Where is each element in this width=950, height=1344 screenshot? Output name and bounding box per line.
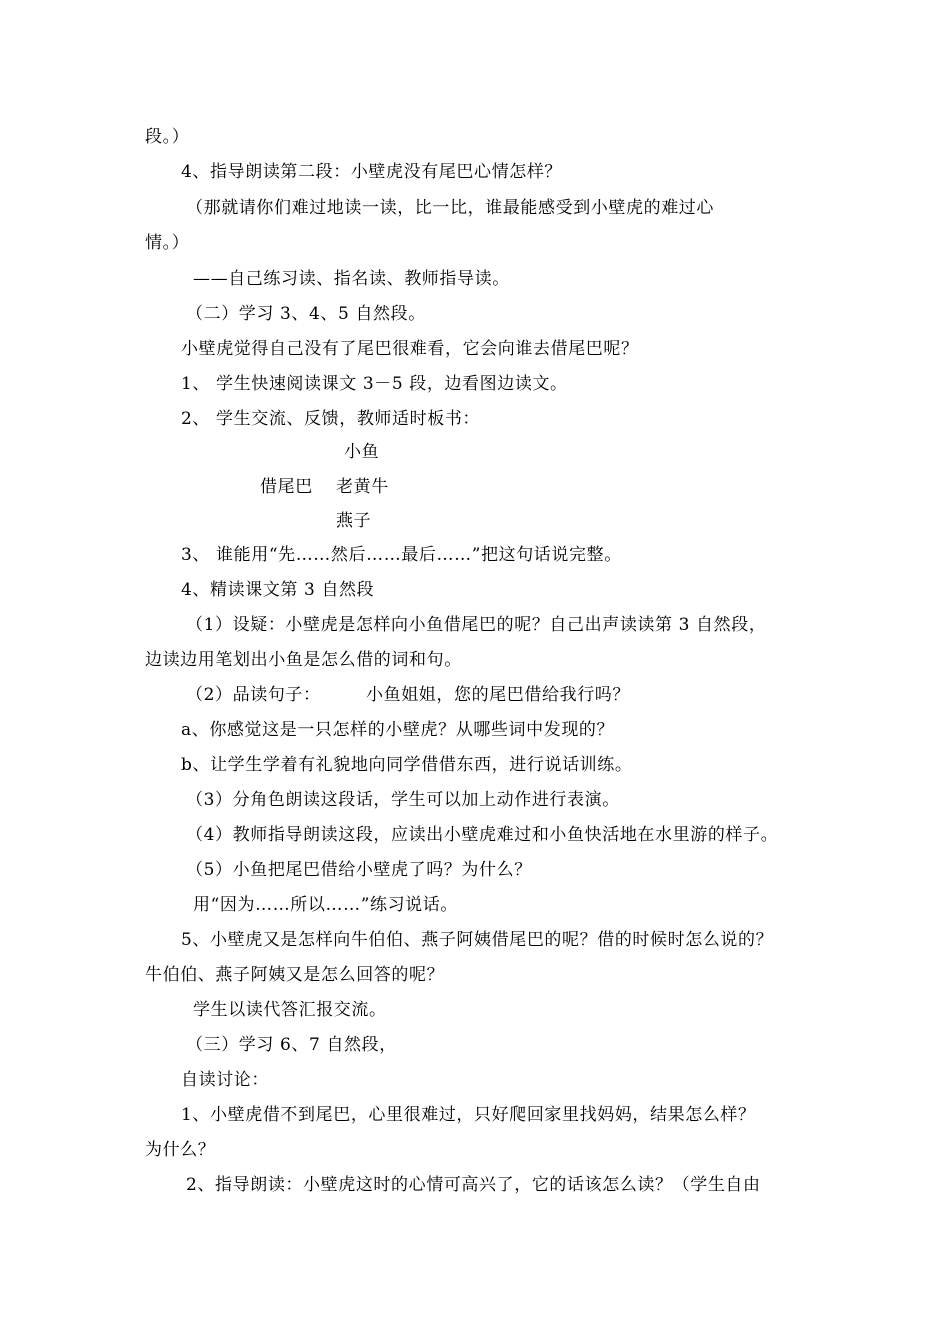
text-line: 用“因为……所以……”练习说话。 — [193, 895, 458, 915]
text-line: a、你感觉这是一只怎样的小壁虎？从哪些词中发现的？ — [181, 720, 615, 740]
text-line: （3）分角色朗读这段话，学生可以加上动作进行表演。 — [186, 790, 620, 810]
text-line: 自读讨论： — [181, 1070, 269, 1090]
text-line: （4）教师指导朗读这段，应读出小壁虎难过和小鱼快活地在水里游的样子。 — [186, 825, 779, 845]
text-line: 1、 学生快速阅读课文 3－5 段，边看图边读文。 — [181, 374, 568, 394]
text-line: （二）学习 3、4、5 自然段。 — [186, 304, 426, 324]
text-line: 牛伯伯、燕子阿姨又是怎么回答的呢？ — [145, 965, 445, 985]
text-line: 情。） — [145, 233, 190, 253]
text-line: （三）学习 6、7 自然段， — [186, 1035, 397, 1055]
text-line: 为什么？ — [145, 1140, 216, 1160]
text-line: （2）品读句子： — [186, 685, 321, 705]
text-line: 段。） — [145, 127, 190, 147]
quoted-sentence: 小鱼姐姐，您的尾巴借给我行吗？ — [366, 685, 630, 705]
text-line: 2、 学生交流、反馈，教师适时板书： — [181, 409, 481, 429]
text-line: 4、精读课文第 3 自然段 — [181, 580, 375, 600]
text-line: 3、 谁能用“先……然后……最后……”把这句话说完整。 — [181, 545, 622, 565]
text-line: 5、小壁虎又是怎样向牛伯伯、燕子阿姨借尾巴的呢？借的时候时怎么说的？ — [181, 930, 774, 950]
text-line: （那就请你们难过地读一读，比一比，谁最能感受到小壁虎的难过心 — [186, 198, 714, 218]
text-line: 4、指导朗读第二段：小壁虎没有尾巴心情怎样？ — [181, 162, 563, 182]
board-word: 老黄牛 — [336, 477, 389, 497]
board-word: 小鱼 — [344, 442, 380, 462]
text-line: 边读边用笔划出小鱼是怎么借的词和句。 — [145, 650, 462, 670]
text-line: b、让学生学着有礼貌地向同学借借东西，进行说话训练。 — [181, 755, 633, 775]
board-word: 燕子 — [336, 511, 372, 531]
text-line: 小壁虎觉得自己没有了尾巴很难看，它会向谁去借尾巴呢？ — [181, 339, 639, 359]
board-word: 借尾巴 — [260, 477, 313, 497]
text-line: ——自己练习读、指名读、教师指导读。 — [193, 269, 510, 289]
text-line: 1、小壁虎借不到尾巴，心里很难过，只好爬回家里找妈妈，结果怎么样？ — [181, 1105, 756, 1125]
text-line: 学生以读代答汇报交流。 — [193, 1000, 387, 1020]
text-line: （1）设疑：小壁虎是怎样向小鱼借尾巴的呢？自己出声读读第 3 自然段， — [186, 615, 767, 635]
text-line: 2、指导朗读：小壁虎这时的心情可高兴了，它的话该怎么读？（学生自由 — [186, 1175, 761, 1195]
text-line: （5）小鱼把尾巴借给小壁虎了吗？为什么？ — [186, 860, 532, 880]
